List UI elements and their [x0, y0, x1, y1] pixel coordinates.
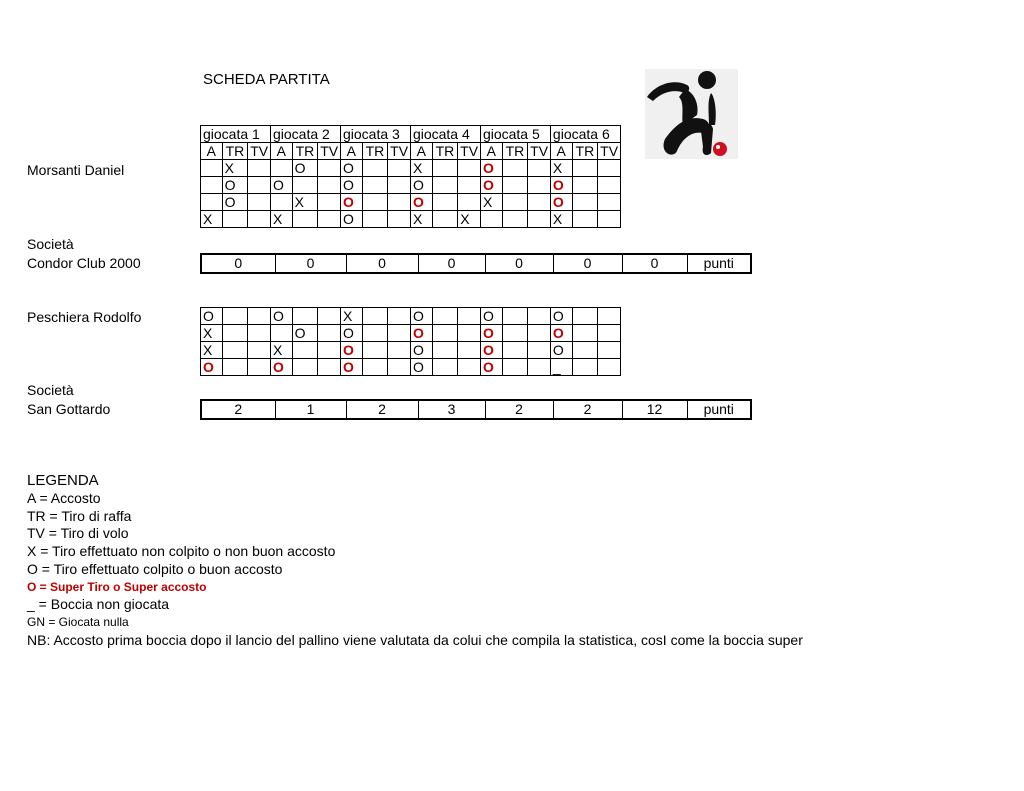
shot-mark: X	[482, 194, 493, 210]
shot-cell[interactable]	[340, 325, 362, 342]
shot-cell[interactable]	[318, 194, 341, 211]
shot-mark: O	[294, 160, 306, 176]
super-shot-mark: O	[482, 160, 494, 176]
shot-mark: O	[342, 160, 354, 176]
legend-item: NB: Accosto prima boccia dopo il lancio del pallino viene valutata da colui che compila la statistica, cosI come la boccia super	[27, 631, 803, 648]
shot-mark: X	[552, 160, 563, 176]
shot-cell[interactable]	[432, 160, 458, 177]
shot-cell[interactable]	[222, 160, 248, 177]
giocata-score: 0	[418, 254, 485, 273]
shot-cell[interactable]	[388, 308, 411, 325]
shot-cell[interactable]	[502, 359, 528, 376]
shot-cell[interactable]	[432, 342, 458, 359]
shot-cell[interactable]	[598, 211, 621, 228]
shot-cell[interactable]	[318, 211, 341, 228]
shot-cell[interactable]	[388, 211, 411, 228]
shot-cell[interactable]	[362, 342, 388, 359]
shot-cell[interactable]	[318, 342, 341, 359]
page-title: SCHEDA PARTITA	[203, 71, 330, 88]
shot-mark: X	[203, 325, 213, 341]
shot-cell[interactable]	[270, 177, 292, 194]
points-label: punti	[687, 400, 751, 419]
giocata-score: 3	[418, 400, 485, 419]
shot-cell[interactable]	[598, 177, 621, 194]
shot-cell[interactable]	[222, 211, 248, 228]
shot-mark: O	[224, 177, 236, 193]
shot-mark: X	[203, 342, 213, 358]
shot-cell[interactable]	[318, 177, 341, 194]
giocata-score: 1	[275, 400, 346, 419]
shot-cell[interactable]	[362, 359, 388, 376]
legend-item: _ = Boccia non giocata	[27, 596, 170, 613]
shot-mark: O	[342, 325, 354, 341]
shot-cell[interactable]	[318, 359, 341, 376]
shot-cell[interactable]	[572, 342, 598, 359]
shot-cell[interactable]	[362, 194, 388, 211]
shot-type-header: A	[340, 143, 362, 160]
shot-mark: X	[412, 211, 423, 227]
shot-cell[interactable]	[222, 194, 248, 211]
player-name: Peschiera Rodolfo	[27, 309, 142, 325]
shot-cell[interactable]	[528, 177, 551, 194]
shot-mark: O	[272, 177, 284, 193]
shot-mark: O	[412, 342, 424, 358]
shot-mark: X	[224, 160, 234, 176]
shot-cell[interactable]	[480, 325, 502, 342]
shot-cell[interactable]	[572, 308, 598, 325]
shot-cell[interactable]	[318, 308, 341, 325]
shot-cell[interactable]	[502, 308, 528, 325]
shot-cell[interactable]	[222, 342, 248, 359]
super-shot-mark: O	[552, 177, 564, 193]
shot-cell[interactable]	[318, 160, 341, 177]
super-shot-mark: O	[203, 359, 214, 375]
shot-cell[interactable]	[248, 342, 271, 359]
shot-cell[interactable]	[528, 359, 551, 376]
shot-cell[interactable]	[528, 325, 551, 342]
super-shot-mark: O	[272, 359, 284, 375]
shot-cell[interactable]	[292, 194, 318, 211]
team-name: Condor Club 2000	[27, 255, 141, 271]
shot-cell[interactable]	[432, 194, 458, 211]
shot-cell[interactable]	[502, 342, 528, 359]
shot-type-header: A	[550, 143, 572, 160]
shot-type-header: A	[201, 143, 223, 160]
shot-cell[interactable]	[480, 308, 502, 325]
shot-cell[interactable]	[248, 325, 271, 342]
shot-cell[interactable]	[340, 342, 362, 359]
shot-cell[interactable]	[458, 308, 481, 325]
shot-cell[interactable]	[248, 194, 271, 211]
shot-cell[interactable]	[318, 325, 341, 342]
shot-mark: X	[272, 211, 283, 227]
shot-cell[interactable]	[410, 342, 432, 359]
shot-mark: O	[342, 211, 354, 227]
shot-cell[interactable]	[528, 160, 551, 177]
shot-cell[interactable]	[458, 177, 481, 194]
shot-mark: O	[294, 325, 306, 341]
shot-cell[interactable]	[432, 211, 458, 228]
shot-cell[interactable]	[502, 211, 528, 228]
shot-cell[interactable]	[502, 194, 528, 211]
shot-mark: O	[412, 177, 424, 193]
shot-cell[interactable]	[248, 359, 271, 376]
shot-type-header: TR	[432, 143, 458, 160]
shot-cell[interactable]	[480, 160, 502, 177]
shot-cell[interactable]	[572, 177, 598, 194]
shot-row	[201, 325, 621, 342]
shot-row	[201, 359, 621, 376]
shot-cell[interactable]	[502, 177, 528, 194]
shot-cell[interactable]	[410, 194, 432, 211]
shot-type-header: TR	[572, 143, 598, 160]
shot-cell[interactable]	[270, 160, 292, 177]
shot-cell[interactable]	[388, 359, 411, 376]
shot-cell[interactable]	[550, 211, 572, 228]
shot-cell[interactable]	[248, 308, 271, 325]
shot-cell[interactable]	[248, 211, 271, 228]
giocata-score: 2	[485, 400, 553, 419]
shot-cell[interactable]	[388, 177, 411, 194]
shot-cell[interactable]	[550, 325, 572, 342]
shot-cell[interactable]	[270, 342, 292, 359]
super-shot-mark: O	[342, 359, 354, 375]
shot-cell[interactable]	[480, 342, 502, 359]
shot-type-header: TV	[248, 143, 271, 160]
shot-cell[interactable]	[550, 177, 572, 194]
shot-cell[interactable]	[432, 325, 458, 342]
shot-type-header: TR	[292, 143, 318, 160]
shot-cell[interactable]	[480, 177, 502, 194]
giocata-score: 0	[346, 254, 418, 273]
points-label: punti	[687, 254, 751, 273]
super-shot-mark: O	[482, 325, 494, 341]
shot-cell[interactable]	[248, 177, 271, 194]
shot-cell[interactable]	[458, 194, 481, 211]
super-shot-mark: O	[412, 194, 424, 210]
shot-cell[interactable]	[528, 308, 551, 325]
giocata-score: 0	[234, 255, 243, 271]
legend-item: A = Accosto	[27, 490, 101, 506]
shot-cell[interactable]	[550, 342, 572, 359]
shot-cell[interactable]	[201, 325, 223, 342]
shot-cell[interactable]	[572, 359, 598, 376]
shot-cell[interactable]	[410, 177, 432, 194]
shot-cell[interactable]	[550, 160, 572, 177]
shot-cell[interactable]	[480, 359, 502, 376]
shot-mark: O	[342, 177, 354, 193]
shot-cell[interactable]	[340, 211, 362, 228]
shot-cell[interactable]	[550, 308, 572, 325]
shot-cell[interactable]	[292, 342, 318, 359]
shot-row	[201, 177, 621, 194]
shot-cell[interactable]	[362, 160, 388, 177]
legend-item: TV = Tiro di volo	[27, 525, 129, 542]
shot-cell[interactable]	[201, 177, 223, 194]
legend	[27, 472, 803, 649]
shot-cell[interactable]	[410, 211, 432, 228]
shot-cell[interactable]	[340, 359, 362, 376]
shot-cell[interactable]	[292, 325, 318, 342]
shot-cell[interactable]	[502, 325, 528, 342]
player-name: Morsanti Daniel	[27, 162, 125, 178]
giocata-score: 0	[485, 254, 553, 273]
giocata-score: 2	[234, 401, 243, 417]
shot-row	[201, 160, 621, 177]
shot-cell[interactable]	[362, 211, 388, 228]
shot-cell[interactable]	[572, 160, 598, 177]
legend-item: TR = Tiro di raffa	[27, 507, 132, 524]
shot-cell[interactable]	[528, 342, 551, 359]
shot-cell[interactable]	[270, 308, 292, 325]
bocce-player-logo-icon	[645, 69, 738, 159]
super-shot-mark: O	[482, 342, 494, 358]
shot-cell[interactable]	[270, 325, 292, 342]
legend-item: X = Tiro effettuato non colpito o non buon accosto	[27, 543, 336, 560]
shot-row	[201, 342, 621, 359]
shot-cell[interactable]	[201, 308, 223, 325]
shot-cell[interactable]	[388, 325, 411, 342]
shot-row	[201, 308, 621, 325]
shot-cell[interactable]	[201, 160, 223, 177]
shot-mark: X	[552, 211, 563, 227]
shot-mark: X	[342, 308, 353, 324]
score-row	[200, 399, 752, 420]
score-row	[200, 253, 752, 274]
shots-grid	[200, 125, 621, 228]
shot-cell[interactable]	[388, 194, 411, 211]
total-score: 12	[622, 400, 687, 419]
shot-cell[interactable]	[388, 342, 411, 359]
shot-cell[interactable]	[222, 325, 248, 342]
super-shot-mark: O	[552, 194, 564, 210]
shot-type-header: TV	[318, 143, 341, 160]
shot-cell[interactable]	[458, 359, 481, 376]
team-label: Società	[27, 236, 74, 252]
shot-cell[interactable]	[222, 359, 248, 376]
shot-cell[interactable]	[340, 308, 362, 325]
shot-cell[interactable]	[340, 177, 362, 194]
shot-cell[interactable]	[502, 160, 528, 177]
giocata-header: giocata 2	[270, 126, 340, 143]
shot-mark: X	[272, 342, 283, 358]
super-shot-mark: O	[482, 177, 494, 193]
team-label: Società	[27, 382, 74, 398]
shot-cell[interactable]	[410, 359, 432, 376]
shot-cell[interactable]	[362, 325, 388, 342]
shot-mark: O	[412, 359, 424, 375]
shot-mark: X	[203, 211, 213, 227]
shot-cell[interactable]	[410, 325, 432, 342]
shot-cell[interactable]	[572, 325, 598, 342]
shot-cell[interactable]	[222, 177, 248, 194]
shot-type-header: A	[410, 143, 432, 160]
super-shot-mark: O	[412, 325, 424, 341]
giocata-score: 0	[553, 254, 622, 273]
shot-cell[interactable]	[201, 194, 223, 211]
shot-cell[interactable]	[292, 211, 318, 228]
shot-mark: O	[412, 308, 424, 324]
super-shot-mark: O	[482, 359, 494, 375]
shot-cell[interactable]	[598, 194, 621, 211]
shot-cell[interactable]	[458, 211, 481, 228]
shot-cell[interactable]	[340, 194, 362, 211]
shot-type-header: TR	[362, 143, 388, 160]
shot-mark: O	[552, 308, 564, 324]
shot-mark: O	[482, 308, 494, 324]
shot-row	[201, 194, 621, 211]
shot-mark: O	[552, 342, 564, 358]
shot-cell[interactable]	[270, 194, 292, 211]
shot-mark: O	[203, 308, 214, 324]
shot-cell[interactable]	[201, 211, 223, 228]
giocata-header: giocata 3	[340, 126, 410, 143]
shot-cell[interactable]	[528, 194, 551, 211]
shot-cell[interactable]	[292, 160, 318, 177]
shot-cell[interactable]	[222, 308, 248, 325]
shot-cell[interactable]	[432, 359, 458, 376]
legend-item: O = Tiro effettuato colpito o buon accosto	[27, 560, 283, 577]
shot-cell[interactable]	[598, 342, 621, 359]
shot-cell[interactable]	[201, 359, 223, 376]
giocata-score: 2	[346, 400, 418, 419]
shot-cell[interactable]	[598, 160, 621, 177]
shot-type-header: TV	[388, 143, 411, 160]
shot-type-header: TV	[458, 143, 481, 160]
shot-cell[interactable]	[550, 194, 572, 211]
shot-cell[interactable]	[432, 308, 458, 325]
shot-type-header: A	[270, 143, 292, 160]
shot-mark: O	[224, 194, 236, 210]
giocata-header: giocata 1	[201, 126, 271, 143]
shot-cell[interactable]	[432, 177, 458, 194]
shot-cell[interactable]	[528, 211, 551, 228]
shot-cell[interactable]	[480, 194, 502, 211]
shot-cell[interactable]	[362, 308, 388, 325]
giocata-score: 0	[275, 254, 346, 273]
shot-cell[interactable]	[340, 160, 362, 177]
giocata-header: giocata 4	[410, 126, 480, 143]
super-shot-mark: O	[342, 194, 354, 210]
shots-grid	[200, 307, 621, 376]
shot-cell[interactable]	[598, 359, 621, 376]
shot-cell[interactable]	[458, 342, 481, 359]
shot-cell[interactable]	[550, 359, 572, 376]
shot-mark: _	[552, 359, 561, 375]
shot-cell[interactable]	[480, 211, 502, 228]
shot-mark: X	[294, 194, 304, 210]
legend-item: GN = Giocata nulla	[27, 614, 129, 629]
shot-cell[interactable]	[292, 308, 318, 325]
shot-cell[interactable]	[598, 308, 621, 325]
shot-cell[interactable]	[572, 194, 598, 211]
shot-cell[interactable]	[410, 308, 432, 325]
shot-cell[interactable]	[292, 359, 318, 376]
shot-row	[201, 211, 621, 228]
shot-type-header: A	[480, 143, 502, 160]
shot-cell[interactable]	[270, 211, 292, 228]
giocata-header: giocata 5	[480, 126, 550, 143]
shot-cell[interactable]	[598, 325, 621, 342]
shot-type-header: TR	[222, 143, 248, 160]
shot-mark: O	[272, 308, 284, 324]
legend-title: LEGENDA	[27, 472, 99, 489]
total-score: 0	[622, 254, 687, 273]
shot-type-header: TR	[502, 143, 528, 160]
shot-type-header: TV	[598, 143, 621, 160]
shot-cell[interactable]	[362, 177, 388, 194]
shot-mark: X	[460, 211, 470, 227]
shot-cell[interactable]	[270, 359, 292, 376]
super-shot-mark: O	[342, 342, 354, 358]
shot-cell[interactable]	[458, 325, 481, 342]
shot-cell[interactable]	[572, 211, 598, 228]
giocata-header: giocata 6	[550, 126, 620, 143]
legend-item: O = Super Tiro o Super accosto	[27, 579, 207, 594]
shot-cell[interactable]	[248, 160, 271, 177]
shot-cell[interactable]	[458, 160, 481, 177]
shot-type-header: TV	[528, 143, 551, 160]
shot-cell[interactable]	[388, 160, 411, 177]
shot-cell[interactable]	[201, 342, 223, 359]
giocata-score: 2	[553, 400, 622, 419]
team-name: San Gottardo	[27, 401, 111, 417]
super-shot-mark: O	[552, 325, 564, 341]
shot-cell[interactable]	[410, 160, 432, 177]
shot-cell[interactable]	[292, 177, 318, 194]
shot-mark: X	[412, 160, 423, 176]
